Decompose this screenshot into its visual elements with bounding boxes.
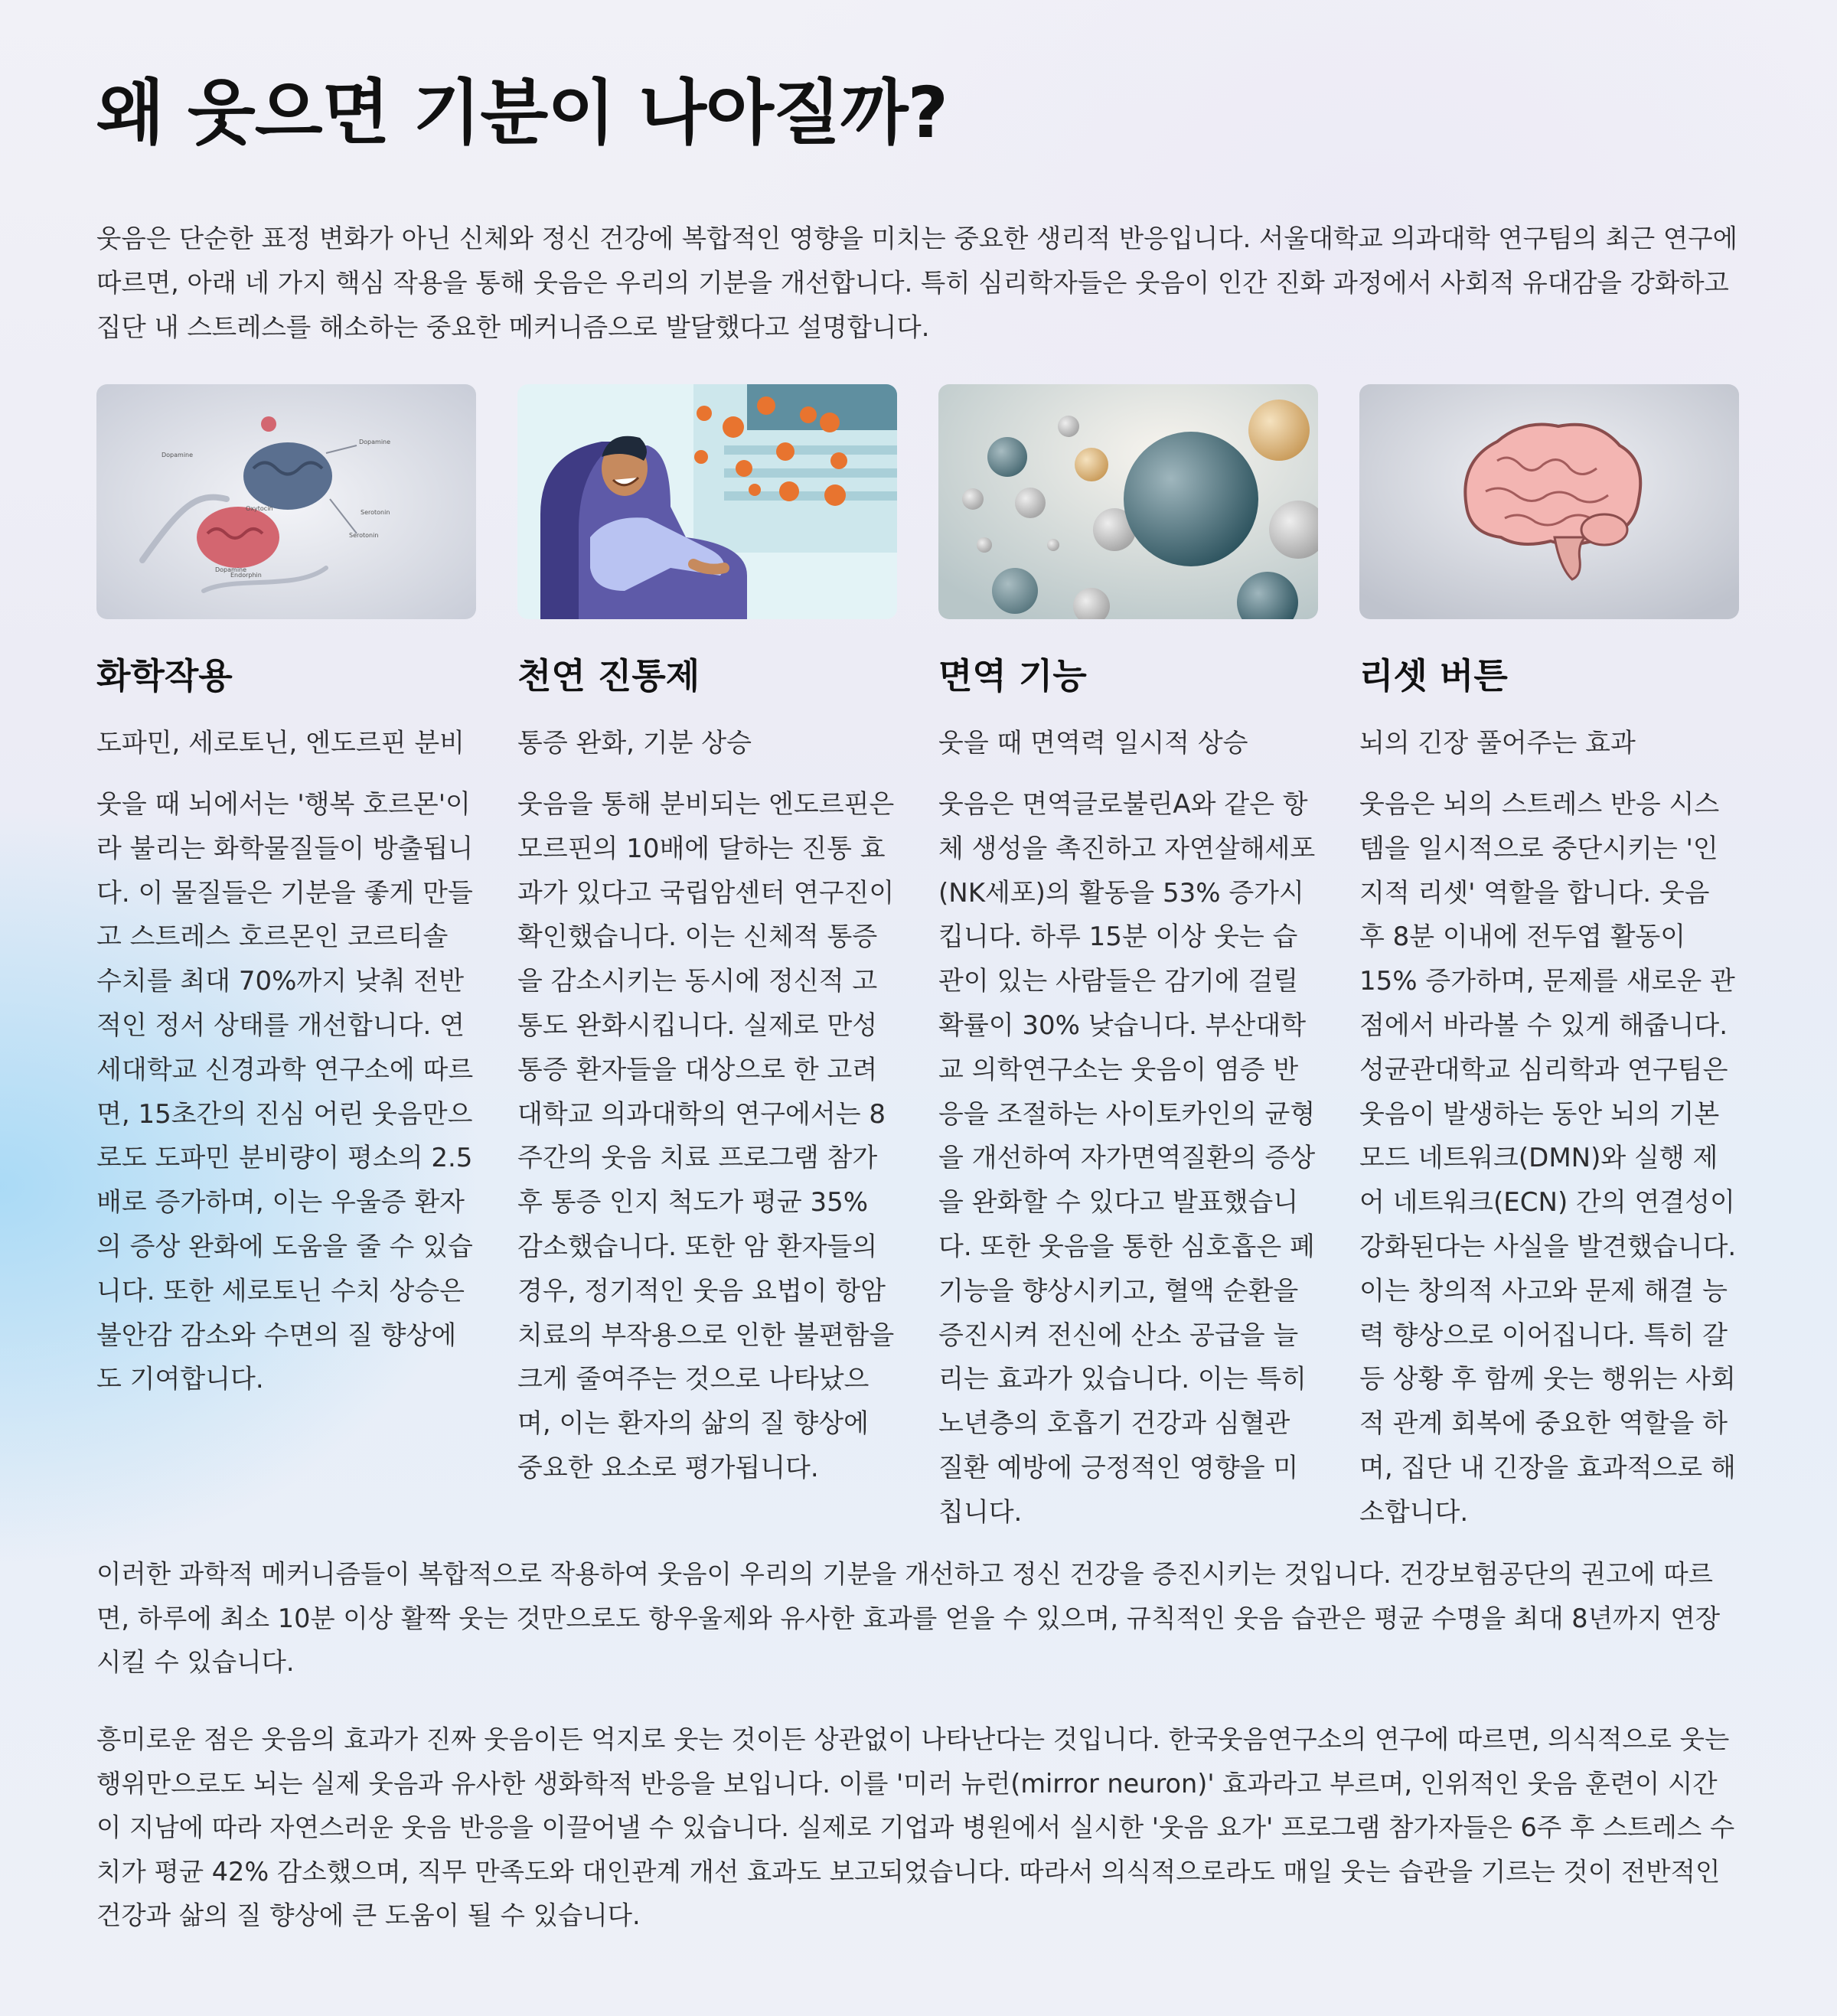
card-subtitle: 통증 완화, 기분 상승 <box>517 728 752 758</box>
card-subtitle: 웃을 때 면역력 일시적 상승 <box>938 728 1248 758</box>
immune-cells-illustration <box>938 384 1318 619</box>
brain-illustration <box>1359 384 1739 619</box>
image-label: Oxytocin <box>246 505 273 512</box>
card-subtitle: 도파민, 세로토닌, 엔도르핀 분비 <box>96 728 465 758</box>
image-label: Serotonin <box>361 509 390 516</box>
card-chemistry <box>96 384 476 1535</box>
card-title: 화학작용 <box>96 655 233 696</box>
intro-paragraph: 웃음은 단순한 표정 변화가 아닌 신체와 정신 건강에 복합적인 영향을 미치는 중요한 생리적 반응입니다. 서울대학교 의과대학 연구팀의 최근 연구에 따르면, 아래 네 가지 핵심 작용을 통해 웃음은 우리의 기분을 개선합니다. 특히 심리학자들은 웃음이 인간 진화 과정에서 사회적 유대감을 강화하고 집단 내 스트레스를 해소하는 중요한 메커니즘으로 발달했다고 설명합니다. <box>96 223 1737 342</box>
closing-paragraph: 흥미로운 점은 웃음의 효과가 진짜 웃음이든 억지로 웃는 것이든 상관없이 나타난다는 것입니다. 한국웃음연구소의 연구에 따르면, 의식적으로 웃는 행위만으로도 뇌는 실제 웃음과 유사한 생화학적 반응을 보입니다. 이를 '미러 뉴런(mirror neuron)' 효과라고 부르며, 인위적인 웃음 훈련이 시간이 지남에 따라 자연스러운 웃음 반응을 이끌어낼 수 있습니다. 실제로 기업과 병원에서 실시한 '웃음 요가' 프로그램 참가자들은 6주 후 스트레스 수치가 평균 42% 감소했으며, 직무 만족도와 대인관계 개선 효과도 보고되었습니다. 따라서 의식적으로라도 매일 웃는 습관을 기르는 것이 전반적인 건강과 삶의 질 향상에 큰 도움이 될 수 있습니다. <box>96 1724 1735 1930</box>
image-label: Serotonin <box>349 532 379 539</box>
card-painkiller <box>517 384 897 1535</box>
card-title: 천연 진통제 <box>517 655 700 696</box>
summary-paragraph: 이러한 과학적 메커니즘들이 복합적으로 작용하여 웃음이 우리의 기분을 개선하고 정신 건강을 증진시키는 것입니다. 건강보험공단의 권고에 따르면, 하루에 최소 10분 이상 활짝 웃는 것만으로도 항우울제와 유사한 효과를 얻을 수 있으며, 규칙적인 웃음 습관은 평균 수명을 최대 8년까지 연장시킬 수 있습니다. <box>96 1559 1721 1677</box>
image-label: Dopamine <box>162 452 194 458</box>
card-reset <box>1359 384 1739 1535</box>
image-label: Dopamine <box>215 566 247 573</box>
card-body: 웃음을 통해 분비되는 엔도르핀은 모르핀의 10배에 달하는 진통 효과가 있다고 국립암센터 연구진이 확인했습니다. 이는 신체적 통증을 감소시키는 동시에 정신적 고통도 완화시킵니다. 실제로 만성 통증 환자들을 대상으로 한 고려대학교 의과대학의 연구에서는 8주간의 웃음 치료 프로그램 참가 후 통증 인지 척도가 평균 35% 감소했습니다. 또한 암 환자들의 경우, 정기적인 웃음 요법이 항암 치료의 부작용으로 인한 불편함을 크게 줄여주는 것으로 나타났으며, 이는 환자의 삶의 질 향상에 중요한 요소로 평가됩니다. <box>517 789 895 1483</box>
laughing-man-illustration <box>517 384 897 619</box>
card-grid <box>96 384 1741 1535</box>
card-body: 웃음은 면역글로불린A와 같은 항체 생성을 촉진하고 자연살해세포(NK세포)의 활동을 53% 증가시킵니다. 하루 15분 이상 웃는 습관이 있는 사람들은 감기에 걸릴 확률이 30% 낮습니다. 부산대학교 의학연구소는 웃음이 염증 반응을 조절하는 사이토카인의 균형을 개선하여 자가면역질환의 증상을 완화할 수 있다고 발표했습니다. 또한 웃음을 통한 심호흡은 폐 기능을 향상시키고, 혈액 순환을 증진시켜 전신에 산소 공급을 늘리는 효과가 있습니다. 이는 특히 노년층의 호흡기 건강과 심혈관 질환 예방에 긍정적인 영향을 미칩니다. <box>938 789 1316 1528</box>
brain-chemistry-illustration <box>96 384 476 619</box>
card-body: 웃을 때 뇌에서는 '행복 호르몬'이라 불리는 화학물질들이 방출됩니다. 이 물질들은 기분을 좋게 만들고 스트레스 호르몬인 코르티솔 수치를 최대 70%까지 낮춰 전반적인 정서 상태를 개선합니다. 연세대학교 신경과학 연구소에 따르면, 15초간의 진심 어린 웃음만으로도 도파민 분비량이 평소의 2.5배로 증가하며, 이는 우울증 환자의 증상 완화에 도움을 줄 수 있습니다. 또한 세로토닌 수치 상승은 불안감 감소와 수면의 질 향상에도 기여합니다. <box>96 789 474 1395</box>
card-body: 웃음은 뇌의 스트레스 반응 시스템을 일시적으로 중단시키는 '인지적 리셋' 역할을 합니다. 웃음 후 8분 이내에 전두엽 활동이 15% 증가하며, 문제를 새로운 관점에서 바라볼 수 있게 해줍니다. 성균관대학교 심리학과 연구팀은 웃음이 발생하는 동안 뇌의 기본 모드 네트워크(DMN)와 실행 제어 네트워크(ECN) 간의 연결성이 강화된다는 사실을 발견했습니다. 이는 창의적 사고와 문제 해결 능력 향상으로 이어집니다. 특히 갈등 상황 후 함께 웃는 행위는 사회적 관계 회복에 중요한 역할을 하며, 집단 내 긴장을 효과적으로 해소합니다. <box>1359 789 1737 1528</box>
page-title: 왜 웃으면 기분이 나아질까? <box>96 72 948 154</box>
card-title: 리셋 버튼 <box>1359 655 1508 696</box>
card-title: 면역 기능 <box>938 655 1087 696</box>
image-label: Endorphin <box>230 572 262 579</box>
card-subtitle: 뇌의 긴장 풀어주는 효과 <box>1359 728 1636 758</box>
card-immune <box>938 384 1318 1535</box>
image-label: Dopamine <box>359 439 391 445</box>
